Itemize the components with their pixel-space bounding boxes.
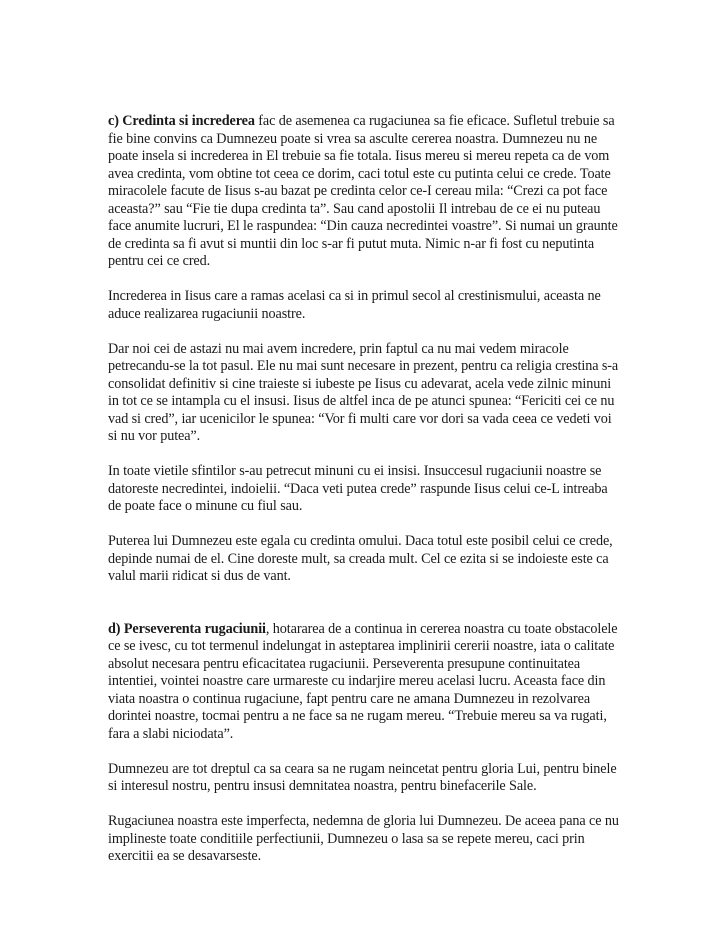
heading-perseverenta: d) Perseverenta rugaciunii <box>108 620 266 637</box>
document-page <box>108 113 622 883</box>
heading-credinta: c) Credinta si increderea <box>108 113 255 129</box>
paragraph-puterea: Puterea lui Dumnezeu este egala cu credinta omului. Daca totul este posibil celui ce crede, depinde numai de el. Cine doreste mult, sa creada mult. Cel ce ezita si se indoieste este ca valul marii ridicat si dus de vant. <box>108 533 613 584</box>
paragraph-text: fac de asemenea ca rugaciunea sa fie eficace. Sufletul trebuie sa fie bine convins ca Dumnezeu poate si vrea sa asculte cererea noastra. Dumnezeu nu ne poate insela si increderea in El trebuie sa fie totala. Iisus mereu si mereu repeta ca de vom avea credinta, vom obtine tot ceea ce dorim, caci totul este cu putinta celui ce crede. Toate miracolele facute de Iisus s-au bazat pe credinta celor ce-I cereau mila: “Crezi ca pot face aceasta?” sau “Fie tie dupa credinta ta”. Sau cand apostolii Il intrebau de ce ei nu puteau face anumite lucruri, El le raspundea: “Din cauza necredintei voastre”. Si numai un graunte de credinta sa fi avut si muntii din loc s-ar fi putut muta. Nimic n-ar fi fost cu neputinta pentru cei ce cred. <box>108 113 618 269</box>
paragraph-imperfecta: Rugaciunea noastra este imperfecta, nedemna de gloria lui Dumnezeu. De aceea pana ce nu implineste toate conditiile perfectiunii, Dumnezeu o lasa sa se repete mereu, caci prin exercitii ea se desavarseste. <box>108 813 619 864</box>
paragraph-text: , hotararea de a continua in cererea noastra cu toate obstacolele ce se ivesc, cu tot termenul indelungat in asteptarea implinirii cererii noastre, iata o calitate absolut necesara pentru eficacitatea rugaciunii. Perseverenta presupune continuitatea intentiei, vointei noastre care urmareste cu indarjire mereu acelasi lucru. Aceasta face din viata noastra o continua rugaciune, fapt pentru care ne amana Dumnezeu in rezolvarea dorintei noastre, tocmai pentru a ne face sa ne rugam mereu. “Trebuie mereu sa va rugati, fara a slabi niciodata”. <box>108 620 618 742</box>
paragraph-increderea: Increderea in Iisus care a ramas acelasi ca si in primul secol al crestinismului, aceasta ne aduce realizarea rugaciunii noastre. <box>108 288 601 322</box>
paragraph-credinta <box>108 113 622 271</box>
paragraph-vietile-sfintilor: In toate vietile sfintilor s-au petrecut minuni cu ei insisi. Insuccesul rugaciunii noastre se datoreste necredintei, indoielii. “Daca veti putea crede” raspunde Iisus celui ce-L intreaba de poate face o minune cu fiul sau. <box>108 463 608 514</box>
paragraph-dreptul: Dumnezeu are tot dreptul ca sa ceara sa ne rugam neincetat pentru gloria Lui, pentru binele si interesul nostru, pentru insusi demnitatea noastra, pentru binefacerile Sale. <box>108 760 617 794</box>
paragraph-perseverenta <box>108 621 622 744</box>
paragraph-miracole: Dar noi cei de astazi nu mai avem incredere, prin faptul ca nu mai vedem miracole petrecandu-se la tot pasul. Ele nu mai sunt necesare in prezent, pentru ca religia crestina s-a consolidat definitiv si cine traieste si iubeste pe Iisus cu adevarat, acela vede zilnic minuni in tot ce se intampla cu el insusi. Iisus de altfel inca de pe atunci spunea: “Fericiti cei ce nu vad si cred”, iar ucenicilor le spunea: “Vor fi multi care vor dori sa vada ceea ce vedeti voi si nu vor putea”. <box>108 340 619 444</box>
